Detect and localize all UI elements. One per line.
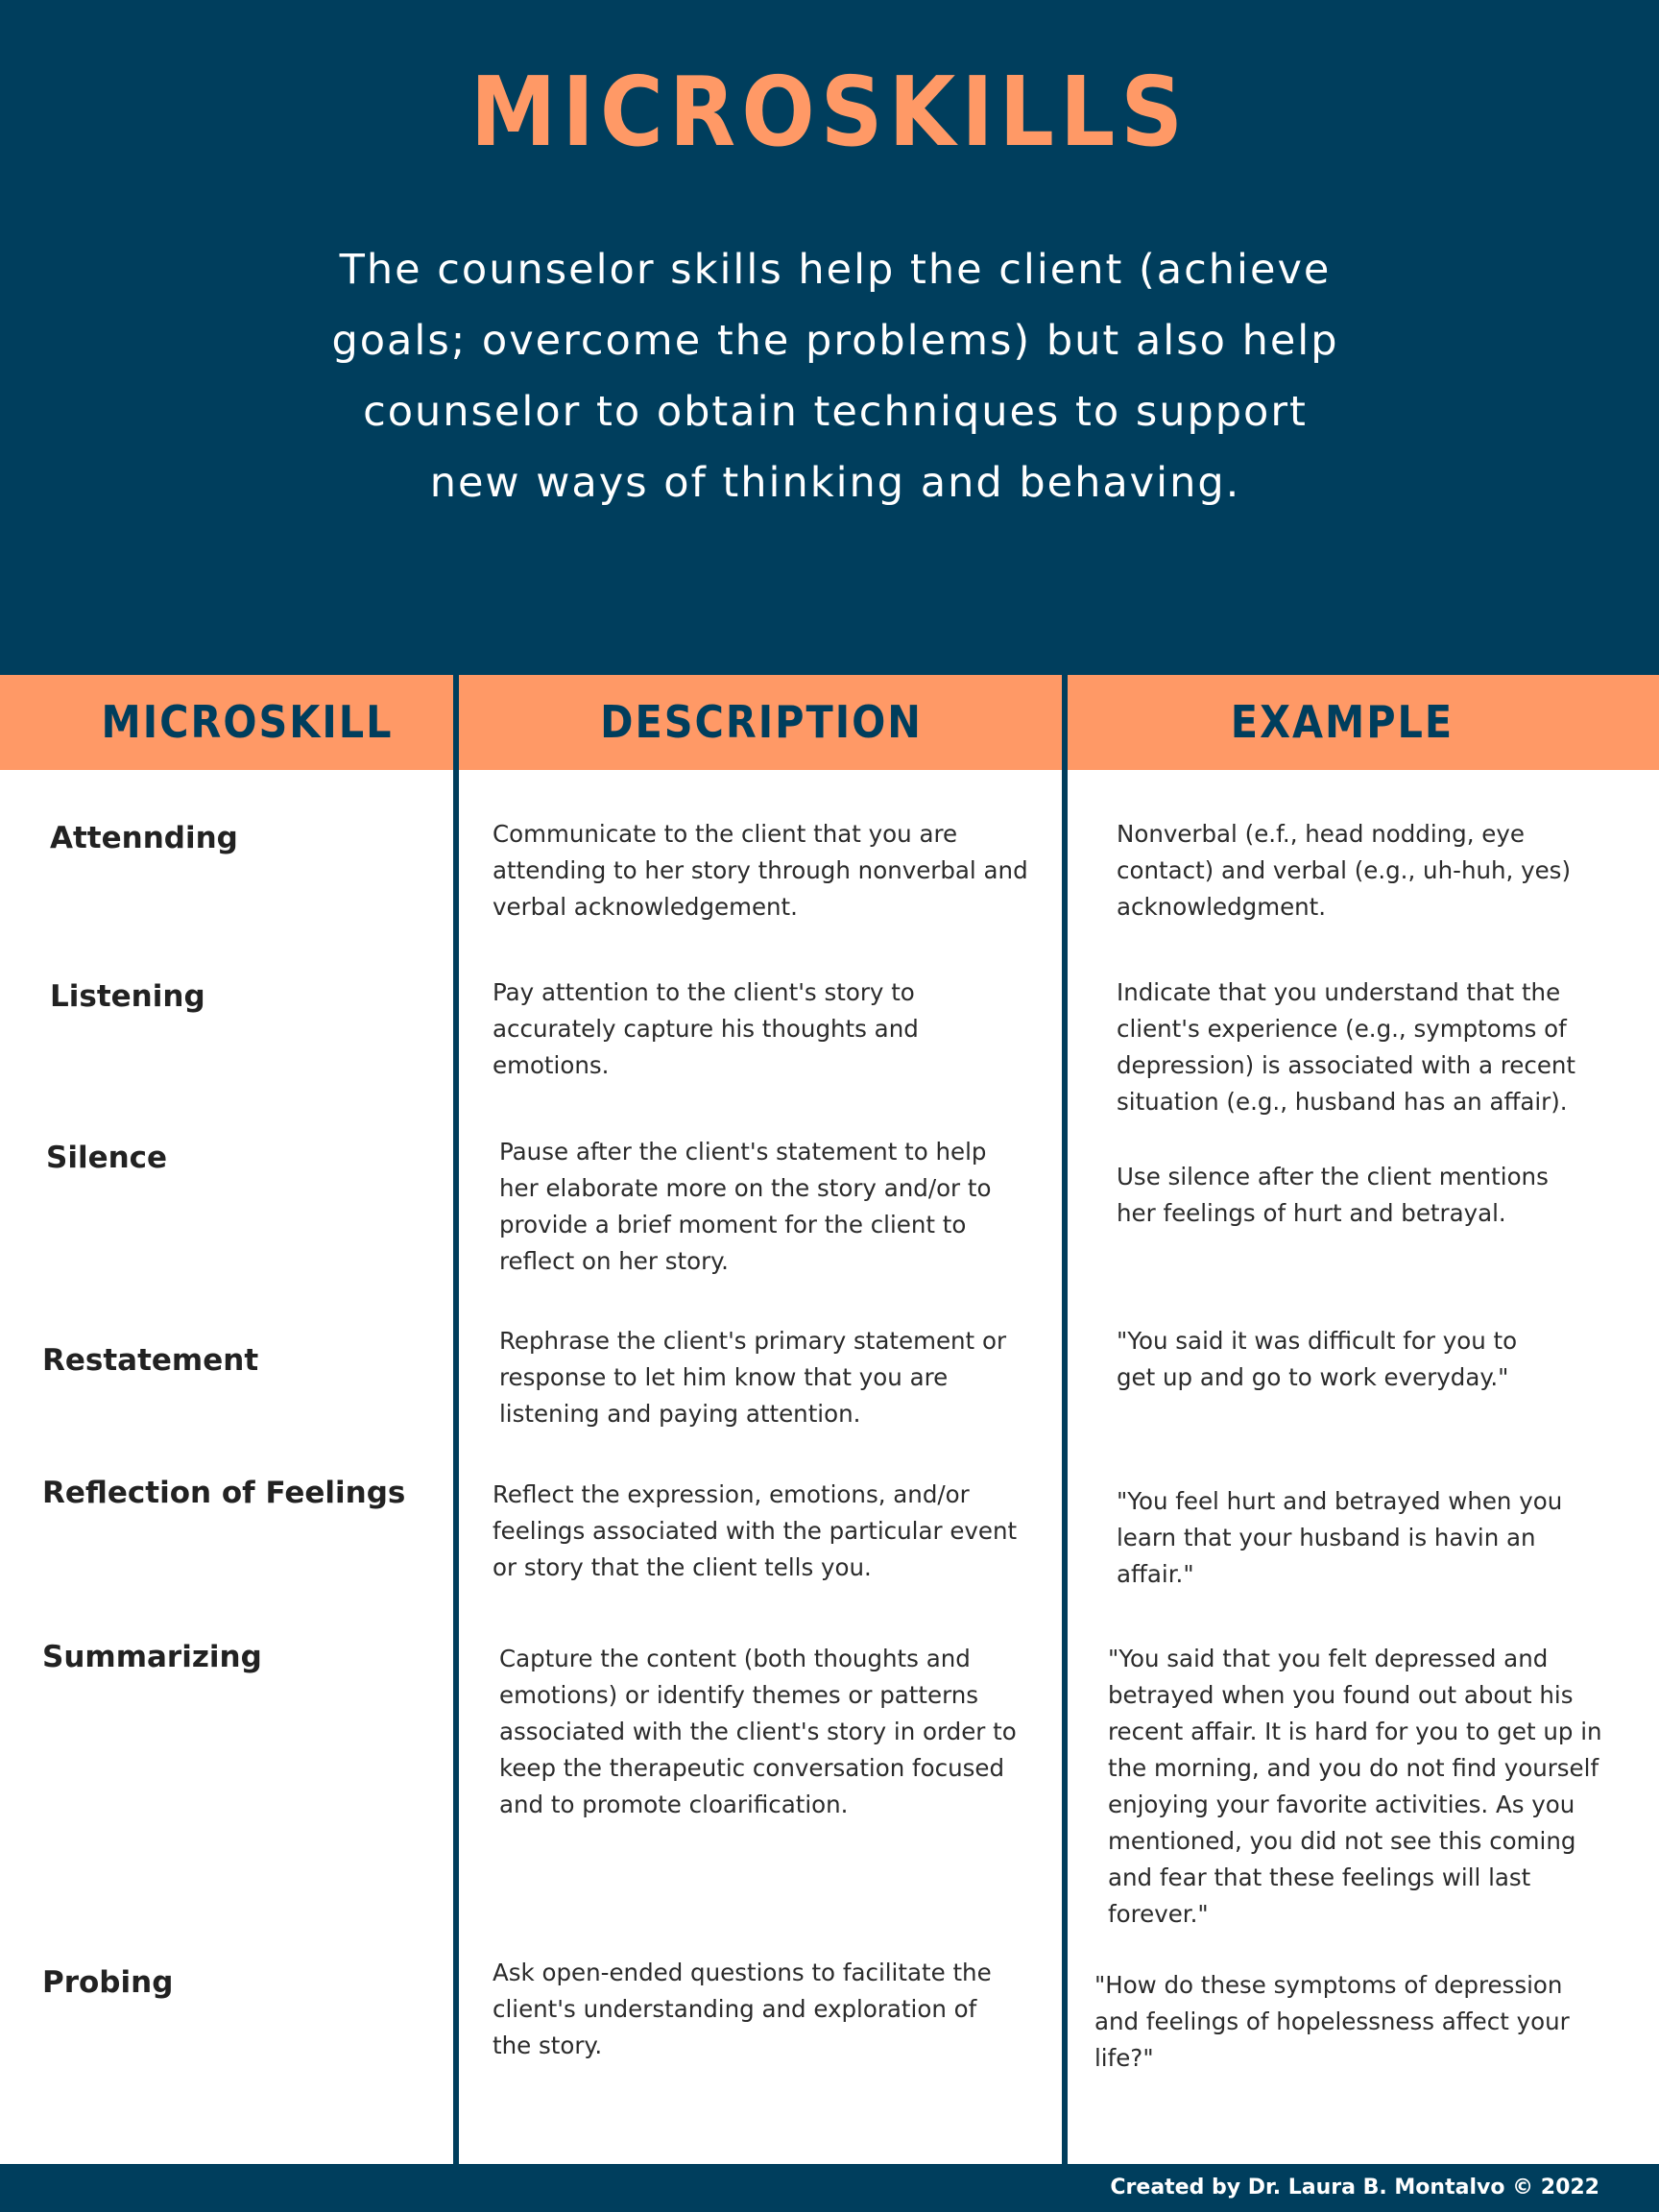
- microskill-example: Nonverbal (e.f., head nodding, eye contact) and verbal (e.g., uh-huh, yes) acknowledgment.: [1117, 820, 1572, 921]
- microskill-description: Reflect the expression, emotions, and/or feelings associated with the particular event or story that the client tells you.: [493, 1480, 1018, 1581]
- column-header-microskill: MICROSKILL: [101, 696, 394, 748]
- microskill-name: Summarizing: [42, 1640, 262, 1674]
- microskill-name: Attennding: [50, 821, 238, 855]
- microskill-description: Pause after the client's statement to help her elaborate more on the story and/or to provide a brief moment for the client to reflect on her story.: [499, 1138, 992, 1275]
- microskill-name: Silence: [46, 1141, 168, 1175]
- microskill-description: Communicate to the client that you are attending to her story through nonverbal and verbal acknowledgement.: [493, 820, 1028, 921]
- column-header-example: EXAMPLE: [1230, 696, 1455, 748]
- microskill-description: Ask open-ended questions to facilitate the client's understanding and exploration of the story.: [493, 1959, 992, 2059]
- microskill-example: "You feel hurt and betrayed when you learn that your husband is havin an affair.": [1117, 1487, 1563, 1588]
- microskill-description: Pay attention to the client's story to accurately capture his thoughts and emotions.: [493, 978, 919, 1079]
- microskill-name: Restatement: [42, 1343, 259, 1378]
- microskill-name: Listening: [50, 979, 205, 1014]
- column-header-description: DESCRIPTION: [600, 696, 923, 748]
- microskill-example: "You said that you felt depressed and betrayed when you found out about his recent affair. It is hard for you to get up in the morning, and you do not find yourself enjoying your favorite activities. As you mentioned, you did not see this coming and fear that these feelings will last forever.": [1108, 1645, 1602, 1928]
- microskill-name: Probing: [42, 1965, 174, 2000]
- intro-text: The counselor skills help the client (achieve goals; overcome the problems) but also help counselor to obtain techniques to support new ways of thinking and behaving.: [331, 246, 1339, 507]
- microskill-example: Use silence after the client mentions her feelings of hurt and betrayal.: [1117, 1163, 1549, 1227]
- microskill-example: "You said it was difficult for you to get up and go to work everyday.": [1117, 1327, 1518, 1391]
- footer-bar: [0, 2164, 1659, 2212]
- microskill-description: Capture the content (both thoughts and emotions) or identify themes or patterns associated with the client's story in order to keep the therapeutic conversation focused and to promote cloarification.: [499, 1645, 1017, 1818]
- microskill-example: "How do these symptoms of depression and feelings of hopelessness affect your life?": [1094, 1971, 1570, 2072]
- page-title: MICROSKILLS: [469, 56, 1190, 168]
- microskill-example: Indicate that you understand that the client's experience (e.g., symptoms of depression) is associated with a recent situation (e.g., husband has an affair).: [1117, 978, 1576, 1116]
- microskill-description: Rephrase the client's primary statement or response to let him know that you are listening and paying attention.: [499, 1327, 1007, 1428]
- microskill-name: Reflection of Feelings: [42, 1476, 406, 1510]
- creator-credit: Created by Dr. Laura B. Montalvo © 2022: [1110, 2176, 1599, 2200]
